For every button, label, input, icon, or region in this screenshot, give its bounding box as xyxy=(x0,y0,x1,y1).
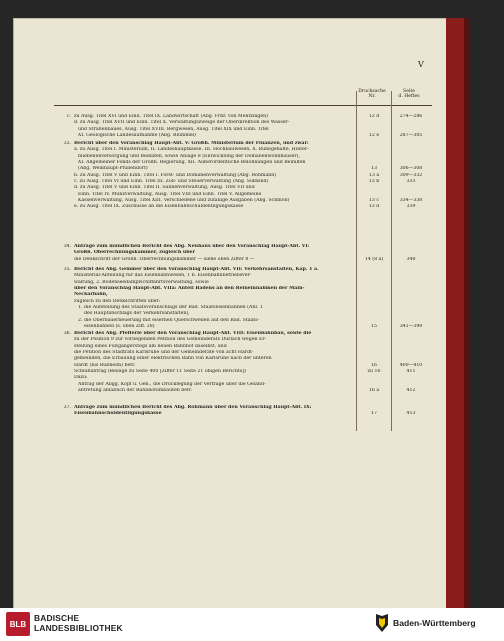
entry-text: Hardt (bis Rußheim) betr. xyxy=(74,362,136,368)
entry-text: 2. die Oberbauerneuerung mit eisernen Querschwellen auf den Bad. Staats- xyxy=(78,317,260,323)
drucksache-nr: 13 d xyxy=(368,204,380,210)
toc-entry xyxy=(54,405,432,418)
page-range: 274—286 xyxy=(399,114,423,119)
entry-text: gemeinden, die Erbauung einer elektrischen Bahn von Karlsruhe nach der unteren xyxy=(74,356,272,362)
entry-text: Dazu: xyxy=(74,375,88,381)
page-range: 309—332 xyxy=(399,172,423,178)
page-range: 306—308 xyxy=(399,166,423,172)
drucksache-nr: 13 b xyxy=(368,179,380,185)
entry-number: c. xyxy=(66,114,71,119)
entry-number: 33. xyxy=(63,141,71,146)
entry-text: zu der Position 9 zur vorliegenden Petition des Gemeinderats Durlach wegen Er- xyxy=(74,337,267,343)
toc-entry xyxy=(54,114,432,139)
toc-entry xyxy=(54,244,432,263)
toc-line xyxy=(54,257,432,263)
blb-logo-icon[interactable]: BLB xyxy=(6,612,30,636)
drucksache-nr: 12 d xyxy=(368,114,380,119)
drucksache-nr: 16 a xyxy=(368,388,380,394)
column-header-heft: Seite d. Heftes xyxy=(398,89,420,100)
page-range: 341—399 xyxy=(399,324,423,330)
toc-entry xyxy=(54,267,432,330)
drucksache-nr: 13 a xyxy=(368,172,380,178)
drucksache-nr: zu 16 xyxy=(367,369,381,375)
baden-wuerttemberg-label[interactable]: Baden-Württemberg xyxy=(393,618,476,628)
entry-text: eisenbahnen (s. oben Ziff. 28) xyxy=(84,324,155,330)
entry-text: Bericht des Abg. Pfefferle über den Voranschlag Haupt-Abt. VIII: Eisenbahnbau, sowie die xyxy=(74,331,312,336)
entry-text: über den Voranschlag Haupt-Abt. VIIa: Anteil Badens an den Reineinnahmen der Main- xyxy=(74,286,305,292)
page-range: 340 xyxy=(406,256,416,262)
entry-text: Kassenverwaltung, Ausg. Titel XIII. Verschiedene und zufällige Ausgaben (Abg. Schmoll) xyxy=(78,198,290,204)
entry-text: d. zu Ausg. Titel XVII und Einn. Titel X. Verwaltungszweige der Oberdirektion des Wasser- xyxy=(74,120,290,126)
toc-entry xyxy=(54,141,432,211)
drucksache-nr: 13 c xyxy=(368,198,380,204)
drucksache-nr: 15 xyxy=(371,324,377,330)
entry-text: b. zu Ausg. Titel V und Einn. Titel I. Forst- und Domänenverwaltung (Abg. Rohmann) xyxy=(74,172,277,178)
page-range: 333 xyxy=(406,179,416,185)
entry-text: abtretung anläßlich der Bahnhofumbauten betr. xyxy=(78,388,193,394)
entry-text: Ministerial-Abteilung für das Eisenbahnwesen, 1 b. Eisenbahnbetriebsver- xyxy=(74,273,252,279)
entry-text: e. zu Ausg. Titel IX. Zuschüsse an die Eisenbahnschuldentilgungskasse xyxy=(74,204,244,210)
entry-number: 36. xyxy=(63,331,71,336)
page-range: 400—410 xyxy=(399,362,423,368)
page-range: 287—305 xyxy=(399,133,423,139)
toc-line xyxy=(54,388,432,394)
book-cover-edge xyxy=(446,18,464,608)
entry-text: bliebenenversorgung und Beihilfen, sowie Anlage 8 (Entwicklung der Domänenwohnhäuser), xyxy=(78,153,300,159)
entry-text: waltung, 2. Bodenseedampfschiffahrtsverwaltung, sowie xyxy=(74,279,209,285)
document-page xyxy=(13,18,446,608)
column-header-nr: Drucksache Nr. xyxy=(358,89,386,100)
entry-text: und Straßenbaues, Ausg. Titel XVIII. Bergwesen, Ausg. Titel XIX und Einn. Titel xyxy=(78,126,269,132)
page-range: 334—338 xyxy=(399,198,423,204)
entry-text: Anträge zum mündlichen Bericht des Abg. Neuhaus über den Voranschlag Haupt-Abt. VI: xyxy=(74,244,310,249)
page-range: 411 xyxy=(406,369,416,375)
drucksache-nr: 13 xyxy=(371,166,377,172)
entry-text: die Petition des Stadtrats Karlsruhe und der Gemeinderäte von acht Hardt- xyxy=(74,350,254,356)
entry-number: 34. xyxy=(63,244,71,249)
baden-wuerttemberg-lion-icon[interactable] xyxy=(374,613,390,633)
entry-text: Bericht des Abg. Gemmer über den Voranschlag Haupt-Abt. VII: Verkehrsanstalten, Kap. 1 a. xyxy=(74,267,319,272)
entry-text: zugleich zu den Denkschriften über: xyxy=(74,298,161,304)
entry-text: die Denkschrift der Großh. Oberrechnungskammer — siehe oben Ziffer 8 — xyxy=(74,256,255,262)
header-rule xyxy=(54,105,432,106)
toc-line xyxy=(54,324,432,330)
entry-text: Bericht über den Voranschlag Haupt-Abt. V: Großh. Ministerium der Finanzen, und zwar: xyxy=(74,141,309,146)
entry-text: des Hauptanschlags der Verkehrsanstalten), xyxy=(84,311,190,317)
entry-text: XI. Allgemeiner Fonds der Großh. Regierung, XII. Außerordentliche Belohnungen und Beihilfen xyxy=(78,160,306,166)
toc-line xyxy=(54,411,432,417)
book-cover-shadow xyxy=(464,18,469,608)
entry-text: Großh. Oberrechnungskammer, zugleich über xyxy=(74,250,196,256)
entry-number: 35. xyxy=(63,267,71,272)
drucksache-nr: 14 (8 a) xyxy=(364,256,384,262)
entry-text: XI. Geologische Landesaufnahme (Abg. Blümmel) xyxy=(78,133,196,139)
entry-text: Neckarbahn, xyxy=(74,292,108,298)
toc-line xyxy=(54,204,432,210)
blb-library-name[interactable]: BADISCHE LANDESBIBLIOTHEK xyxy=(34,613,123,633)
entry-text: Antrag der Abgg. Kopf u. Gen., die Drucklegung der Verträge über die Geländ- xyxy=(78,381,266,387)
entry-number: 37. xyxy=(63,405,71,410)
drucksache-nr: 12 e xyxy=(368,133,380,139)
entry-text: Anträge zum mündlichen Bericht des Abg. Rohmann über den Voranschlag Haupt-Abt. IX: xyxy=(74,405,312,410)
entry-text: a. zu Ausg. Titel I. Ministerium, II. Landeshauptkasse, III. Hochbauwesen, X. Ruhegehalte, Hinter- xyxy=(74,147,309,153)
entry-text: stellung eines Fußgängerstegs am neuen Bahnhof daselbst, und xyxy=(74,343,227,349)
entry-text: (Abg. Weißhaupt-Pfullendorf) xyxy=(78,166,148,172)
page-number: V xyxy=(418,60,424,69)
entry-text: c. zu Ausg. Titel VI und Einn. Titel III. Zoll- und Steuerverwaltung (Abg. Süßkind) xyxy=(74,179,269,185)
drucksache-nr: 17 xyxy=(371,411,377,417)
entry-text: Einn. Titel IV. Münzverwaltung, Ausg. Titel VIII und Einn. Titel V. Allgemeine xyxy=(78,191,262,197)
entry-text: 1. die Aufstellung des Staatsvoranschlags der Bad. Staatseisenbahnen (Anl. 1 xyxy=(78,305,263,311)
page-range: 412 xyxy=(406,388,416,394)
toc-entry xyxy=(54,331,432,394)
entry-text: Schlußantrag (Beilage zu Seite 400 [Ziffer 11 Seite 21 obigen Berichts]) xyxy=(74,369,246,375)
drucksache-nr: 16 xyxy=(371,362,377,368)
page-range: 413 xyxy=(406,411,416,417)
entry-text: d. zu Ausg. Titel V und Einn. Titel II. Salinenverwaltung, Ausg. Titel VII und xyxy=(74,185,255,191)
entry-text: zu Ausg. Titel XVI und Einn. Titel IX. Landwirtschaft (Abg. Frhr. von Mentzingen) xyxy=(74,114,269,119)
entry-text: Eisenbahnschuldentilgungskasse xyxy=(74,411,162,417)
page-range: 339 xyxy=(406,204,416,210)
toc-line xyxy=(54,133,432,139)
